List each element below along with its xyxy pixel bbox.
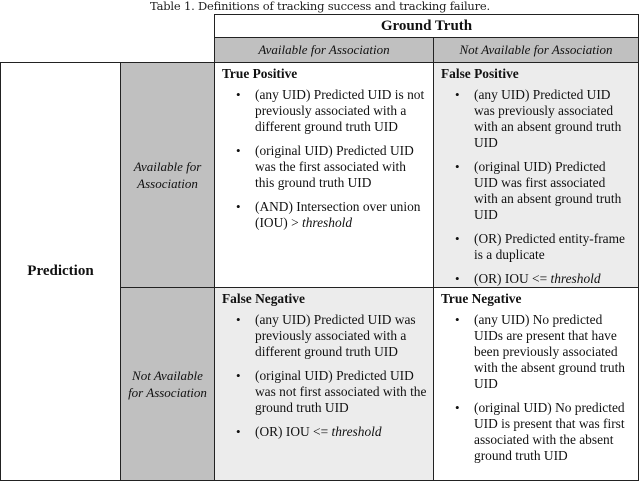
- bullet-icon: •: [455, 87, 460, 102]
- bullet-icon: •: [455, 400, 460, 415]
- list-item: • (AND) Intersection over union (IOU) > threshold: [236, 199, 421, 230]
- bullet-icon: •: [455, 312, 460, 327]
- criteria-list: [222, 312, 427, 440]
- column-header-not-available: Not Available for Association: [433, 37, 639, 63]
- list-item: • (any UID) Predicted UID was previously associated with an absent ground truth UID: [455, 87, 622, 150]
- cell-title: False Negative: [222, 291, 305, 306]
- column-header-available: Available for Association: [214, 37, 434, 63]
- cell-true-negative: [433, 287, 639, 481]
- row-header-available: Available for Association: [120, 62, 215, 288]
- list-item: • (OR) Predicted entity-frame is a duplicate: [455, 231, 625, 262]
- cell-true-positive: [214, 62, 434, 288]
- bullet-icon: •: [236, 424, 241, 439]
- criteria-list: [441, 87, 632, 287]
- bullet-icon: •: [236, 87, 241, 102]
- list-item: • (any UID) Predicted UID is not previously associated with a different ground truth UID: [236, 87, 425, 134]
- bullet-icon: •: [455, 271, 460, 286]
- cell-title: False Positive: [441, 66, 519, 81]
- ground-truth-header: [214, 14, 639, 38]
- bullet-icon: •: [236, 368, 241, 383]
- bullet-icon: •: [236, 312, 241, 327]
- criteria-list: [222, 87, 427, 231]
- bullet-icon: •: [236, 143, 241, 158]
- ground-truth-label: Ground Truth: [380, 18, 473, 34]
- list-item: • (original UID) Predicted UID was not first associated with the ground truth UID: [236, 368, 427, 415]
- row-header-not-available: Not Available for Association: [120, 287, 215, 481]
- criteria-list: [441, 312, 632, 464]
- list-item: • (original UID) Predicted UID was first associated with an absent ground truth UID: [455, 159, 622, 222]
- cell-title: True Negative: [441, 291, 522, 306]
- cell-false-positive: [433, 62, 639, 288]
- list-item: • (OR) IOU <= threshold: [455, 271, 601, 286]
- cell-false-negative: [214, 287, 434, 481]
- bullet-icon: •: [455, 231, 460, 246]
- table-caption: Table 1. Definitions of tracking success and tracking failure.: [150, 0, 490, 13]
- cell-title: True Positive: [222, 66, 298, 81]
- bullet-icon: •: [236, 199, 241, 214]
- bullet-icon: •: [455, 159, 460, 174]
- list-item: • (original UID) No predicted UID is present that was first associated with the absent ground truth UID: [455, 400, 625, 463]
- prediction-label: Prediction: [27, 263, 94, 279]
- list-item: • (any UID) No predicted UIDs are present that have been previously associated with the absent ground truth UID: [455, 312, 625, 391]
- list-item: • (OR) IOU <= threshold: [236, 424, 382, 439]
- list-item: • (original UID) Predicted UID was the first associated with this ground truth UID: [236, 143, 414, 190]
- prediction-header: [0, 62, 121, 481]
- list-item: • (any UID) Predicted UID was previously associated with a different ground truth UID: [236, 312, 416, 359]
